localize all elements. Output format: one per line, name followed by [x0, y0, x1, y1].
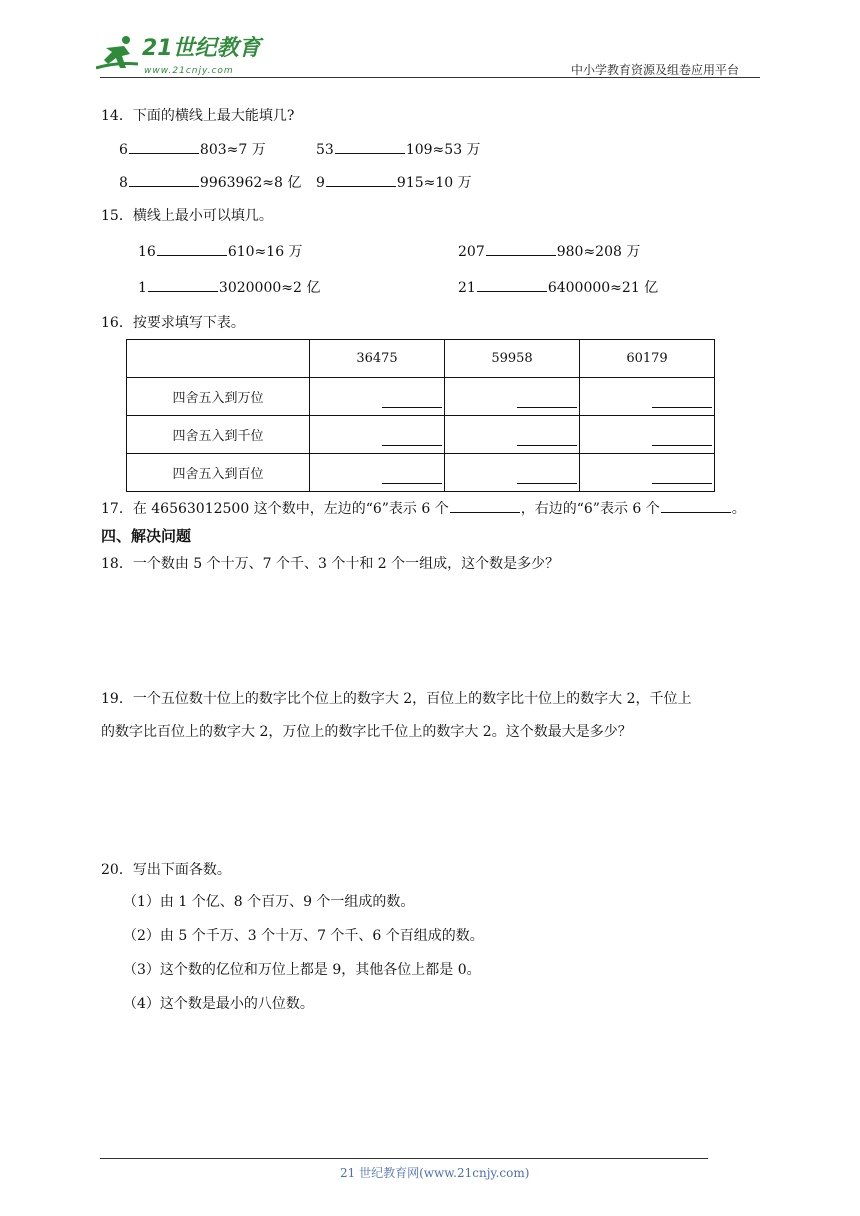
answer-cell[interactable]: [445, 454, 580, 492]
row-label: 四舍五入到万位: [127, 378, 310, 416]
q19-line2: 的数字比百位上的数字大 2，万位上的数字比千位上的数字大 2。这个数最大是多少？: [101, 724, 632, 740]
q14-item-3: [119, 173, 301, 192]
logo: [96, 34, 261, 76]
q17-part3: 。: [731, 501, 746, 517]
item-prefix: 16: [138, 244, 156, 260]
item-suffix: 9963962≈8 亿: [199, 175, 302, 191]
q14-title: 14．下面的横线上最大能填几?: [101, 108, 295, 124]
table-header-cell: 59958: [445, 340, 580, 378]
answer-blank[interactable]: [326, 173, 396, 187]
answer-cell[interactable]: [445, 378, 580, 416]
answer-cell[interactable]: [580, 454, 715, 492]
q15-item-3: [138, 278, 320, 297]
answer-cell[interactable]: [580, 378, 715, 416]
row-label: 四舍五入到百位: [127, 454, 310, 492]
answer-blank[interactable]: [382, 483, 442, 484]
q15-item-4: [458, 278, 658, 297]
answer-blank[interactable]: [129, 140, 199, 154]
answer-blank[interactable]: [477, 278, 547, 292]
q17-part1: 17．在 46563012500 这个数中，左边的“6”表示 6 个: [101, 501, 449, 517]
q19-line1: 19．一个五位数十位上的数字比个位上的数字大 2，百位上的数字比十位上的数字大 2，千位上: [101, 691, 692, 707]
q20-title: 20．写出下面各数。: [101, 862, 231, 878]
q16-title: 16．按要求填写下表。: [101, 315, 245, 331]
row-label: 四舍五入到千位: [127, 416, 310, 454]
logo-url: www.21cnjy.com: [144, 66, 234, 76]
item-prefix: 9: [316, 175, 325, 191]
item-suffix: 610≈16 万: [227, 244, 303, 260]
q20-item-3: （3）这个数的亿位和万位上都是 9，其他各位上都是 0。: [123, 962, 481, 978]
answer-blank[interactable]: [129, 173, 199, 187]
answer-blank[interactable]: [148, 278, 218, 292]
answer-blank[interactable]: [517, 483, 577, 484]
item-suffix: 109≈53 万: [405, 142, 481, 158]
item-suffix: 803≈7 万: [199, 142, 266, 158]
header-divider: [100, 77, 760, 78]
table-header-row: [127, 340, 715, 378]
answer-blank[interactable]: [517, 445, 577, 446]
item-prefix: 53: [316, 142, 334, 158]
item-prefix: 6: [119, 142, 128, 158]
q14-item-2: [316, 140, 481, 159]
q15-item-1: [138, 242, 303, 261]
section-heading: 四、解决问题: [101, 527, 192, 545]
item-prefix: 21: [458, 280, 476, 296]
q14-item-1: [119, 140, 266, 159]
answer-cell[interactable]: [310, 454, 445, 492]
q18: 18．一个数由 5 个十万、7 个千、3 个十和 2 个一组成，这个数是多少？: [101, 556, 560, 572]
q17-part2: ，右边的“6”表示 6 个: [520, 501, 660, 517]
logo-text: 21世纪教育: [142, 36, 261, 61]
q15-item-2: [458, 242, 640, 261]
footer-divider: [100, 1158, 708, 1159]
table-row: [127, 454, 715, 492]
answer-blank[interactable]: [652, 407, 712, 408]
answer-blank[interactable]: [661, 499, 731, 513]
item-prefix: 8: [119, 175, 128, 191]
answer-blank[interactable]: [652, 445, 712, 446]
item-prefix: 1: [138, 280, 147, 296]
answer-blank[interactable]: [517, 407, 577, 408]
answer-blank[interactable]: [486, 242, 556, 256]
item-suffix: 6400000≈21 亿: [547, 280, 659, 296]
table-header-cell: 36475: [310, 340, 445, 378]
q14-item-4: [316, 173, 472, 192]
answer-blank[interactable]: [382, 445, 442, 446]
item-suffix: 915≈10 万: [396, 175, 472, 191]
answer-cell[interactable]: [580, 416, 715, 454]
runner-logo-icon: [96, 34, 140, 74]
answer-blank[interactable]: [652, 483, 712, 484]
footer-text: 21 世纪教育网(www.21cnjy.com): [340, 1166, 530, 1180]
answer-blank[interactable]: [157, 242, 227, 256]
rounding-table: [126, 339, 715, 492]
platform-title: 中小学教育资源及组卷应用平台: [571, 63, 740, 77]
answer-blank[interactable]: [450, 499, 520, 513]
answer-cell[interactable]: [310, 378, 445, 416]
table-row: [127, 378, 715, 416]
item-prefix: 207: [458, 244, 485, 260]
item-suffix: 980≈208 万: [556, 244, 641, 260]
table-header-cell: [127, 340, 310, 378]
answer-blank[interactable]: [382, 407, 442, 408]
q17: [101, 499, 746, 518]
q20-item-1: （1）由 1 个亿、8 个百万、9 个一组成的数。: [123, 894, 415, 910]
answer-blank[interactable]: [335, 140, 405, 154]
answer-cell[interactable]: [445, 416, 580, 454]
q15-title: 15．横线上最小可以填几。: [101, 208, 273, 224]
table-row: [127, 416, 715, 454]
q20-item-4: （4）这个数是最小的八位数。: [123, 996, 314, 1012]
table-header-cell: 60179: [580, 340, 715, 378]
item-suffix: 3020000≈2 亿: [218, 280, 321, 296]
answer-cell[interactable]: [310, 416, 445, 454]
q20-item-2: （2）由 5 个千万、3 个十万、7 个千、6 个百组成的数。: [123, 928, 484, 944]
